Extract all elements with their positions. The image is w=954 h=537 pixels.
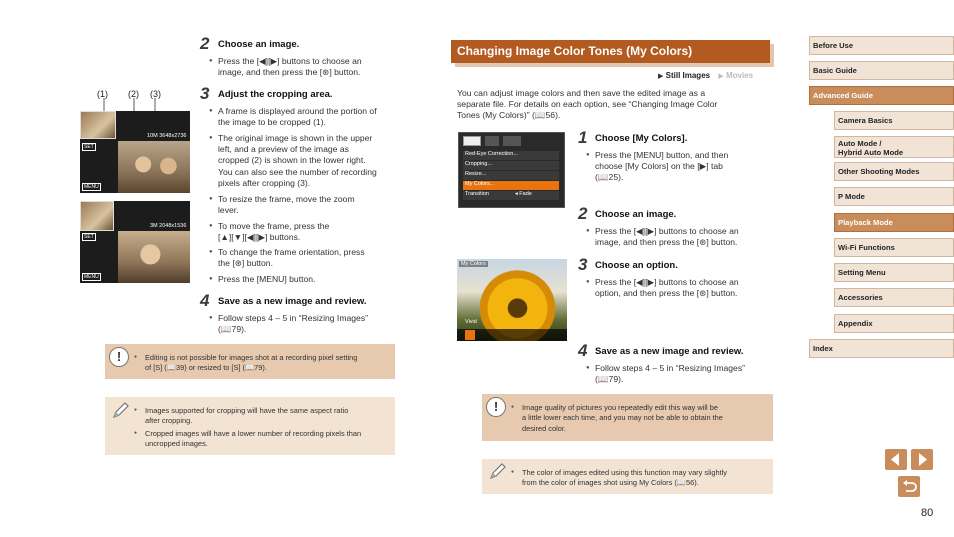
r-step-4-line-2: (📖79). bbox=[595, 374, 624, 384]
section-header: Changing Image Color Tones (My Colors) bbox=[451, 40, 770, 63]
step-3-bullet-1a: ● A frame is displayed around the portion of bbox=[218, 106, 377, 117]
return-button[interactable] bbox=[898, 476, 920, 497]
label-1: (1) bbox=[97, 89, 108, 99]
step-4-title: Save as a new image and review. bbox=[218, 296, 367, 307]
transition-value: ◂ Fade bbox=[515, 191, 532, 197]
playback-tab-icon bbox=[463, 136, 481, 146]
menu-item-transition bbox=[463, 191, 559, 200]
nav-accessories[interactable]: Accessories bbox=[834, 288, 954, 307]
step-3-bullet-5a: ● To change the frame orientation, press bbox=[218, 247, 365, 258]
still-arrow-icon: ▶ bbox=[658, 73, 664, 80]
set-badge: SET bbox=[84, 144, 94, 150]
r-step-2-number: 2 bbox=[578, 204, 588, 223]
tip-line-1a: ● Images supported for cropping will have the same aspect ratio bbox=[145, 405, 348, 416]
menu-item-cropping: Cropping... bbox=[463, 161, 559, 170]
step-3-number: 3 bbox=[200, 84, 210, 103]
label-3: (3) bbox=[150, 89, 161, 99]
label-2: (2) bbox=[128, 89, 139, 99]
nav-before-use[interactable]: Before Use bbox=[809, 36, 954, 55]
my-colors-screen bbox=[457, 259, 567, 341]
tip-note-left bbox=[105, 397, 395, 455]
original-thumbnail bbox=[80, 111, 116, 139]
setup-tab-icon bbox=[503, 136, 521, 146]
r-step-3-number: 3 bbox=[578, 255, 588, 274]
caution-icon: ! bbox=[109, 347, 129, 367]
left-arrow-icon bbox=[885, 449, 907, 470]
nav-setting-menu[interactable]: Setting Menu bbox=[834, 263, 954, 282]
step-2-title: Choose an image. bbox=[218, 39, 300, 50]
menu-item-red-eye: Red-Eye Correction... bbox=[463, 151, 559, 160]
still-images-label: Still Images bbox=[665, 71, 711, 80]
transition-label: Transition bbox=[465, 191, 489, 197]
movies-arrow-icon: ▶ bbox=[718, 73, 724, 80]
r-tip-line-1: ● The color of images edited using this function may vary slightly bbox=[522, 467, 727, 478]
menu-item-my-colors: My Colors... bbox=[463, 181, 559, 190]
next-page-button[interactable] bbox=[911, 449, 933, 470]
print-tab-icon bbox=[485, 136, 499, 146]
color-option-selected bbox=[465, 330, 475, 340]
crop-screen-2 bbox=[80, 201, 190, 283]
step-2-line-1: ● Press the [◀][▶] buttons to choose an bbox=[218, 56, 362, 67]
r-step-4-number: 4 bbox=[578, 341, 588, 360]
cropped-preview bbox=[118, 141, 190, 193]
nav-p-mode[interactable]: P Mode bbox=[834, 187, 954, 206]
step-3-bullet-5b: the [⊛] button. bbox=[218, 258, 273, 268]
r-step-4-title: Save as a new image and review. bbox=[595, 346, 744, 357]
intro-line-1: You can adjust image colors and then save the edited image as a bbox=[457, 88, 706, 98]
tip-note-right bbox=[482, 459, 773, 494]
step-2-line-2: image, and then press the [⊛] button. bbox=[218, 67, 361, 77]
nav-auto-mode-line-2: Hybrid Auto Mode bbox=[838, 148, 904, 157]
caution-note-right bbox=[482, 394, 773, 441]
tip-line-1b: after cropping. bbox=[145, 416, 193, 425]
nav-auto-mode[interactable] bbox=[834, 136, 954, 158]
menu-badge-2: MENU bbox=[84, 274, 99, 280]
nav-advanced-guide[interactable]: Advanced Guide bbox=[809, 86, 954, 105]
r-caution-line-2: a little lower each time, and you may not be able to obtain the bbox=[522, 413, 723, 422]
set-badge-2: SET bbox=[84, 234, 94, 240]
step-3-bullet-1b: the image to be cropped (1). bbox=[218, 117, 326, 127]
r-step-1-line-3: (📖25). bbox=[595, 172, 624, 182]
r-caution-line-3: desired color. bbox=[522, 424, 566, 433]
resolution-readout: 10M 3648x2736 bbox=[147, 133, 187, 139]
caution-icon-right: ! bbox=[486, 397, 506, 417]
step-3-bullet-6: ● Press the [MENU] button. bbox=[218, 274, 315, 285]
intro-line-2: separate file. For details on each option, see “Changing Image Color bbox=[457, 99, 718, 109]
vivid-label: Vivid bbox=[465, 319, 477, 325]
pencil-icon bbox=[111, 401, 131, 421]
menu-item-resize: Resize... bbox=[463, 171, 559, 180]
step-4-number: 4 bbox=[200, 291, 210, 310]
step-3-bullet-3a: ● To resize the frame, move the zoom bbox=[218, 194, 355, 205]
color-option-bar bbox=[457, 329, 567, 341]
step-3-bullet-2e: pixels after cropping (3). bbox=[218, 178, 311, 188]
r-step-1-line-2: choose [My Colors] on the [▶] tab bbox=[595, 161, 723, 171]
step-4-line-1: ● Follow steps 4 – 5 in “Resizing Images” bbox=[218, 313, 368, 324]
mode-indicators bbox=[658, 71, 753, 80]
right-arrow-icon bbox=[911, 449, 933, 470]
resolution-readout-2: 3M 2048x1536 bbox=[150, 223, 187, 229]
r-step-1-title: Choose [My Colors]. bbox=[595, 133, 688, 144]
r-caution-line-1: ● Image quality of pictures you repeatedly edit this way will be bbox=[522, 402, 718, 413]
page-number: 80 bbox=[921, 507, 934, 519]
pencil-icon-right bbox=[488, 462, 508, 482]
original-thumbnail-2 bbox=[80, 201, 114, 231]
caution-note-left bbox=[105, 344, 395, 379]
menu-tabs bbox=[463, 136, 561, 146]
step-4-line-2: (📖79). bbox=[218, 324, 247, 334]
playback-menu-screen bbox=[458, 132, 565, 208]
menu-badge: MENU bbox=[84, 184, 99, 190]
r-step-3-line-1: ● Press the [◀][▶] buttons to choose an bbox=[595, 277, 739, 288]
r-step-2-line-2: image, and then press the [⊛] button. bbox=[595, 237, 738, 247]
r-step-1-number: 1 bbox=[578, 128, 588, 147]
caution-line-2: of [S] (📖39) or resized to [S] (📖79). bbox=[145, 363, 267, 372]
movies-label: Movies bbox=[725, 71, 754, 80]
intro-line-3: Tones (My Colors)” (📖56). bbox=[457, 110, 561, 120]
step-3-bullet-2d: You can also see the number of recording bbox=[218, 167, 377, 177]
step-3-bullet-4a: ● To move the frame, press the bbox=[218, 221, 329, 232]
step-3-bullet-2b: left, and a preview of the image as bbox=[218, 144, 349, 154]
step-2-number: 2 bbox=[200, 34, 210, 53]
nav-wifi-functions[interactable]: Wi-Fi Functions bbox=[834, 238, 954, 257]
prev-page-button[interactable] bbox=[885, 449, 907, 470]
cropped-preview-2 bbox=[118, 231, 190, 283]
nav-other-shooting-modes[interactable]: Other Shooting Modes bbox=[834, 162, 954, 181]
step-3-title: Adjust the cropping area. bbox=[218, 89, 333, 100]
nav-playback-mode[interactable]: Playback Mode bbox=[834, 213, 954, 232]
r-step-3-line-2: option, and then press the [⊛] button. bbox=[595, 288, 738, 298]
r-tip-line-2: from the color of images shot using My Colors (📖56). bbox=[522, 478, 699, 487]
step-3-bullet-2a: ● The original image is shown in the upper bbox=[218, 133, 372, 144]
r-step-2-line-1: ● Press the [◀][▶] buttons to choose an bbox=[595, 226, 739, 237]
caution-line-1: ● Editing is not possible for images shot at a recording pixel setting bbox=[145, 352, 357, 363]
r-step-2-title: Choose an image. bbox=[595, 209, 677, 220]
step-3-bullet-3b: lever. bbox=[218, 205, 239, 215]
return-icon bbox=[898, 476, 920, 497]
crop-screen-1 bbox=[80, 111, 190, 193]
r-step-1-line-1: ● Press the [MENU] button, and then bbox=[595, 150, 728, 161]
step-3-bullet-2c: cropped (2) is shown in the lower right. bbox=[218, 155, 366, 165]
step-3-bullet-4b: [▲][▼][◀][▶] buttons. bbox=[218, 232, 301, 242]
tip-line-2b: uncropped images. bbox=[145, 439, 208, 448]
nav-index[interactable]: Index bbox=[809, 339, 954, 358]
nav-auto-mode-line-1: Auto Mode / bbox=[838, 139, 882, 148]
nav-appendix[interactable]: Appendix bbox=[834, 314, 954, 333]
my-colors-label: My Colors bbox=[461, 261, 486, 267]
nav-camera-basics[interactable]: Camera Basics bbox=[834, 111, 954, 130]
nav-basic-guide[interactable]: Basic Guide bbox=[809, 61, 954, 80]
r-step-4-line-1: ● Follow steps 4 – 5 in “Resizing Images” bbox=[595, 363, 745, 374]
tip-line-2a: ● Cropped images will have a lower number of recording pixels than bbox=[145, 428, 361, 439]
r-step-3-title: Choose an option. bbox=[595, 260, 678, 271]
